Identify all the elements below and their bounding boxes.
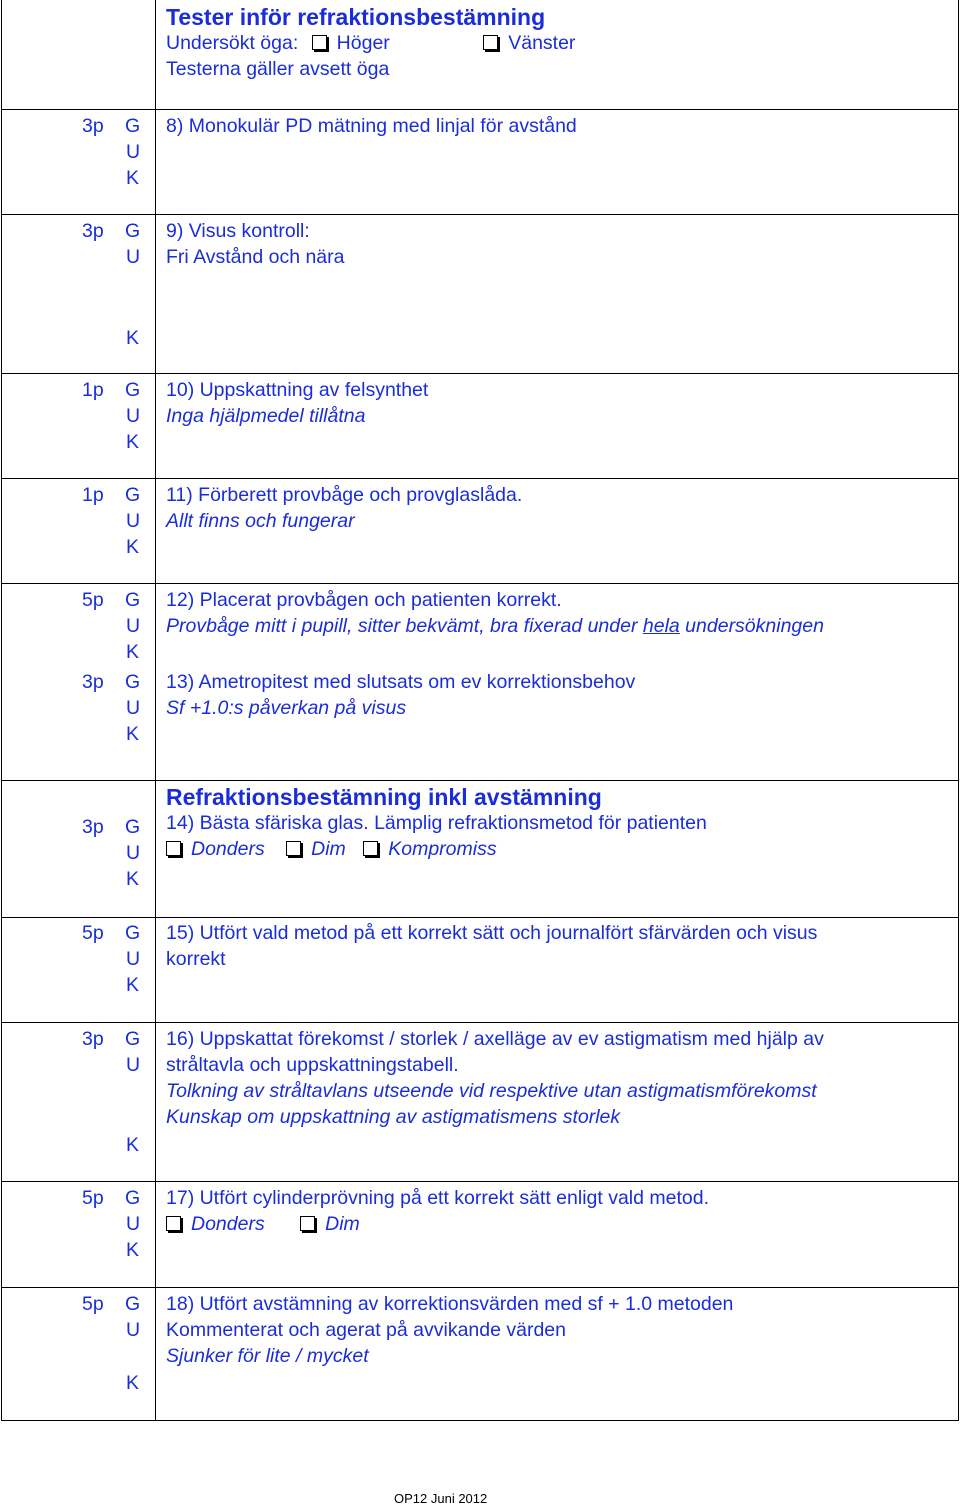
grade-u[interactable]: U bbox=[126, 842, 141, 864]
grade-g[interactable]: G bbox=[125, 589, 141, 611]
item-14-options bbox=[166, 836, 950, 862]
row-divider bbox=[1, 1287, 959, 1288]
item-11-line2: Allt finns och fungerar bbox=[166, 510, 355, 532]
item-13-line1: 13) Ametropitest med slutsats om ev korrektionsbehov bbox=[166, 671, 636, 693]
row-divider bbox=[1, 373, 959, 374]
grade-g[interactable]: G bbox=[125, 1028, 141, 1050]
grade-k[interactable]: K bbox=[126, 723, 140, 745]
dim-checkbox[interactable] bbox=[300, 1216, 315, 1231]
page-footer: OP12 Juni 2012 bbox=[394, 1491, 488, 1506]
item-18-line2: Kommenterat och agerat på avvikande värden bbox=[166, 1319, 566, 1341]
grade-u[interactable]: U bbox=[126, 510, 141, 532]
item-11-points: 1p bbox=[82, 484, 104, 506]
grade-k[interactable]: K bbox=[126, 327, 140, 349]
item-13-points: 3p bbox=[82, 671, 104, 693]
item-17-text bbox=[166, 1185, 950, 1237]
item-17-options bbox=[166, 1211, 950, 1237]
header-note: Testerna gäller avsett öga bbox=[166, 58, 390, 80]
grade-g[interactable]: G bbox=[125, 484, 141, 506]
item-12-line1: 12) Placerat provbågen och patienten korrekt. bbox=[166, 589, 562, 611]
item-12-points: 5p bbox=[82, 589, 104, 611]
item-12-text bbox=[166, 587, 950, 639]
item-9-line2: Fri Avstånd och nära bbox=[166, 246, 345, 268]
donders-label: Donders bbox=[191, 1213, 265, 1235]
row-divider bbox=[1, 109, 959, 110]
grade-u[interactable]: U bbox=[126, 1054, 141, 1076]
row-divider bbox=[1, 583, 959, 584]
right-eye-label: Höger bbox=[336, 32, 390, 54]
item-9-points: 3p bbox=[82, 220, 104, 242]
grade-k[interactable]: K bbox=[126, 1134, 140, 1156]
dim-label: Dim bbox=[325, 1213, 360, 1235]
grade-k[interactable]: K bbox=[126, 431, 140, 453]
grade-k[interactable]: K bbox=[126, 868, 140, 890]
header-section bbox=[166, 4, 950, 82]
item-16-line1: 16) Uppskattat förekomst / storlek / axelläge av ev astigmatism med hjälp av bbox=[166, 1028, 824, 1050]
item-11-line1: 11) Förberett provbåge och provglaslåda. bbox=[166, 484, 523, 506]
grade-u[interactable]: U bbox=[126, 1319, 141, 1341]
grade-u[interactable]: U bbox=[126, 246, 141, 268]
item-16-text bbox=[166, 1026, 950, 1130]
grade-k[interactable]: K bbox=[126, 974, 140, 996]
item-10-points: 1p bbox=[82, 379, 104, 401]
row-divider bbox=[1, 214, 959, 215]
grade-k[interactable]: K bbox=[126, 641, 140, 663]
item-13-line2: Sf +1.0:s påverkan på visus bbox=[166, 697, 407, 719]
left-eye-label: Vänster bbox=[508, 32, 576, 54]
item-15-line1: 15) Utfört vald metod på ett korrekt sätt och journalfört sfärvärden och visus bbox=[166, 922, 818, 944]
row-divider bbox=[1, 478, 959, 479]
item-8-points: 3p bbox=[82, 115, 104, 137]
grade-k[interactable]: K bbox=[126, 1239, 140, 1261]
item-9-text bbox=[166, 218, 950, 270]
row-divider bbox=[1, 1022, 959, 1023]
grade-g[interactable]: G bbox=[125, 115, 141, 137]
item-12-line2-a: Provbåge mitt i pupill, sitter bekvämt, bra fixerad under bbox=[166, 615, 643, 637]
kompromiss-checkbox[interactable] bbox=[363, 841, 378, 856]
grade-u[interactable]: U bbox=[126, 405, 141, 427]
donders-label: Donders bbox=[191, 838, 265, 860]
grade-u[interactable]: U bbox=[126, 1213, 141, 1235]
row-divider bbox=[1, 917, 959, 918]
grade-g[interactable]: G bbox=[125, 816, 141, 838]
section-title: Refraktionsbestämning inkl avstämning bbox=[166, 784, 602, 810]
item-17-line1: 17) Utfört cylinderprövning på ett korrekt sätt enligt vald metod. bbox=[166, 1187, 710, 1209]
donders-checkbox[interactable] bbox=[166, 841, 181, 856]
grade-g[interactable]: G bbox=[125, 1187, 141, 1209]
item-8-text: 8) Monokulär PD mätning med linjal för avstånd bbox=[166, 115, 577, 137]
item-15-points: 5p bbox=[82, 922, 104, 944]
grade-k[interactable]: K bbox=[126, 536, 140, 558]
dim-checkbox[interactable] bbox=[286, 841, 301, 856]
form-title: Tester inför refraktionsbestämning bbox=[166, 4, 546, 30]
item-16-points: 3p bbox=[82, 1028, 104, 1050]
item-10-line2: Inga hjälpmedel tillåtna bbox=[166, 405, 366, 427]
grade-g[interactable]: G bbox=[125, 922, 141, 944]
item-14-text bbox=[166, 784, 950, 862]
donders-checkbox[interactable] bbox=[166, 1216, 181, 1231]
item-12-line2 bbox=[166, 613, 950, 639]
grade-u[interactable]: U bbox=[126, 697, 141, 719]
item-18-line3: Sjunker för lite / mycket bbox=[166, 1345, 369, 1367]
item-18-text bbox=[166, 1291, 950, 1369]
grade-u[interactable]: U bbox=[126, 948, 141, 970]
item-18-points: 5p bbox=[82, 1293, 104, 1315]
item-15-text bbox=[166, 920, 950, 972]
grade-k[interactable]: K bbox=[126, 167, 140, 189]
eye-selection-row bbox=[166, 30, 950, 56]
row-divider bbox=[1, 1181, 959, 1182]
eye-label: Undersökt öga: bbox=[166, 32, 299, 54]
grade-g[interactable]: G bbox=[125, 671, 141, 693]
grade-u[interactable]: U bbox=[126, 141, 141, 163]
item-10-text bbox=[166, 377, 950, 429]
item-10-line1: 10) Uppskattning av felsynthet bbox=[166, 379, 429, 401]
item-9-line1: 9) Visus kontroll: bbox=[166, 220, 310, 242]
item-18-line1: 18) Utfört avstämning av korrektionsvärden med sf + 1.0 metoden bbox=[166, 1293, 734, 1315]
left-eye-checkbox[interactable] bbox=[483, 35, 498, 50]
item-13-text bbox=[166, 669, 950, 721]
row-divider bbox=[1, 780, 959, 781]
dim-label: Dim bbox=[311, 838, 346, 860]
item-16-line3: Tolkning av stråltavlans utseende vid respektive utan astigmatismförekomst bbox=[166, 1080, 817, 1102]
kompromiss-label: Kompromiss bbox=[388, 838, 497, 860]
grade-g[interactable]: G bbox=[125, 220, 141, 242]
item-12-line2-emphasis: hela bbox=[642, 615, 680, 637]
item-11-text bbox=[166, 482, 950, 534]
item-14-line1: 14) Bästa sfäriska glas. Lämplig refraktionsmetod för patienten bbox=[166, 812, 707, 834]
item-12-line2-c: undersökningen bbox=[679, 615, 824, 637]
grade-u[interactable]: U bbox=[126, 615, 141, 637]
item-16-line2: stråltavla och uppskattningstabell. bbox=[166, 1054, 459, 1076]
item-17-points: 5p bbox=[82, 1187, 104, 1209]
grade-g[interactable]: G bbox=[125, 379, 141, 401]
right-eye-checkbox[interactable] bbox=[312, 35, 327, 50]
grade-g[interactable]: G bbox=[125, 1293, 141, 1315]
item-15-line2: korrekt bbox=[166, 948, 226, 970]
item-16-line4: Kunskap om uppskattning av astigmatismens storlek bbox=[166, 1106, 621, 1128]
item-14-points: 3p bbox=[82, 816, 104, 838]
grade-k[interactable]: K bbox=[126, 1372, 140, 1394]
